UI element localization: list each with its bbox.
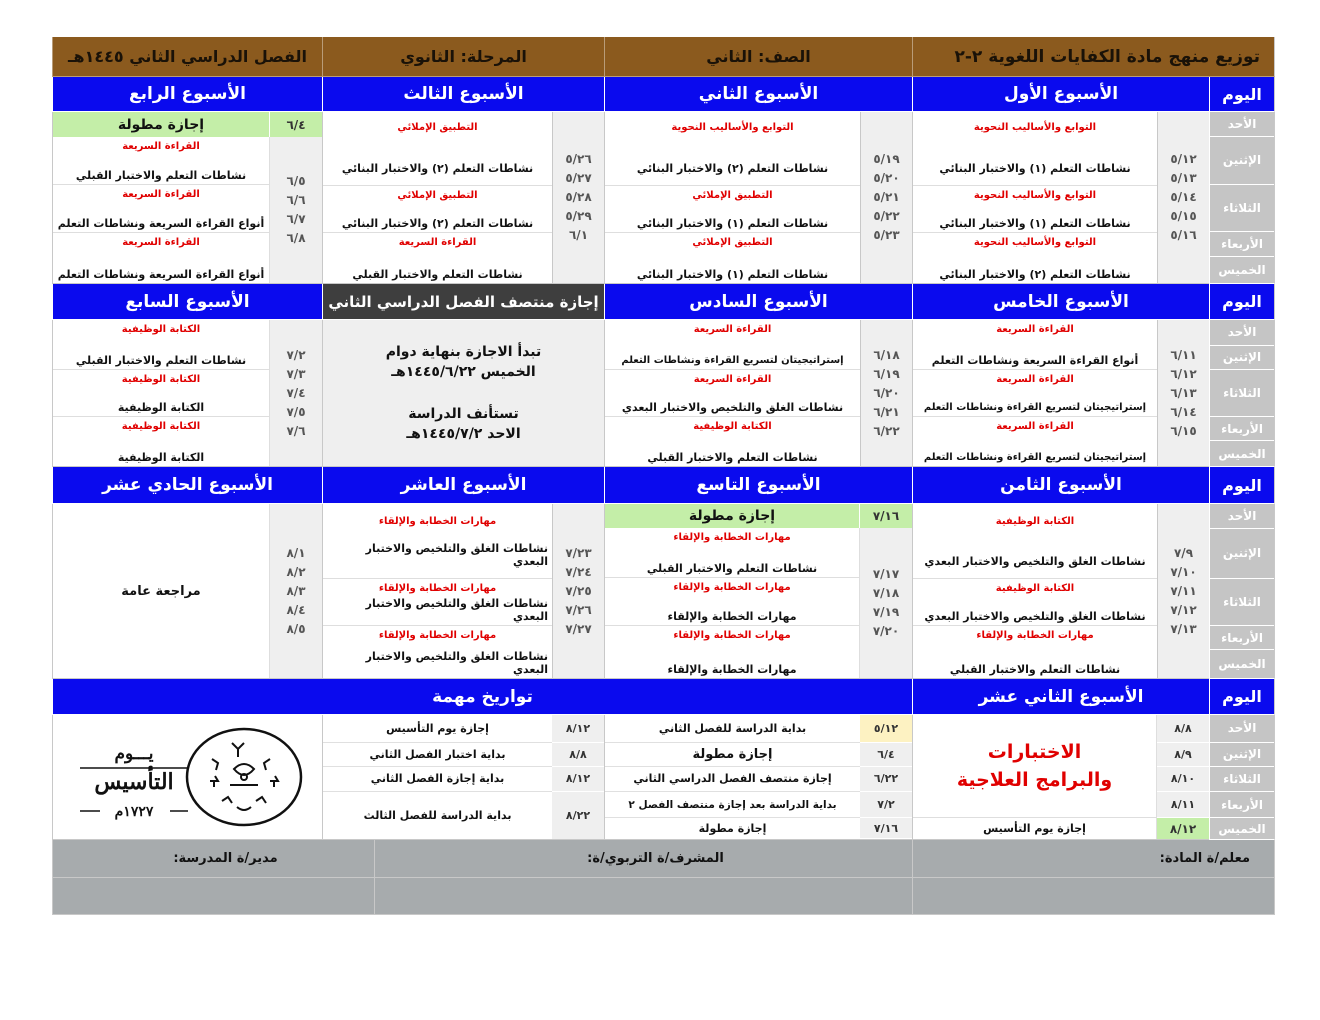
lesson-label: نشاطات الغلق والتلخيص والاختبار البعدي [924,610,1146,624]
important-date: ٨/٨ [552,743,604,767]
week6-dates [860,320,912,467]
lesson-label: نشاطات التعلم والاختبار القبلي [647,450,818,464]
date: ٧/٢٤ [565,564,592,579]
week11-block [52,504,322,679]
lesson-entry [323,504,552,579]
lesson-label: نشاطات التعلم (٢) والاختبار البنائي [341,217,534,231]
week12-content [913,715,1156,839]
week9-rows [605,528,912,678]
date: ٨/١١ [1157,792,1209,818]
lesson-label: نشاطات التعلم (١) والاختبار البنائي [939,217,1131,231]
lesson-entry [605,417,860,466]
date: ٧/١٢ [1170,602,1197,617]
date: ٧/١٣ [1170,621,1197,636]
unit-label: القراءة السريعة [693,324,772,335]
date: ٥/٢٣ [873,228,900,242]
week7-title: الأسبوع السابع [52,284,322,320]
date: ٧/٤ [286,385,306,400]
unit-label: التطبيق الإملائي [397,122,478,133]
week4-entries [53,137,269,283]
header-row [52,37,1275,77]
unit-label: الكتابة الوظيفية [121,373,201,385]
day-mon: الإثنين [1210,529,1274,579]
day-sun: الأحد [1210,715,1274,743]
lesson-label: نشاطات الغلق والتلخيص والاختبار البعدي [924,554,1146,568]
founding-day-logo [52,715,322,840]
signature-blank-row [52,878,1275,915]
lesson-label: أنواع القراءة السريعة ونشاطات التعلم [931,353,1139,367]
block1-body [52,112,1275,284]
week1-title: الأسبوع الأول [912,77,1209,112]
unit-label: التطبيق الإملائي [692,237,773,249]
block3-header [52,467,1275,504]
week10-dates [552,504,604,679]
week1-content [912,112,1157,284]
lesson-label: إستراتيجيتان لتسريع القراءة ونشاطات التعلم [621,354,844,366]
week9-entries [605,528,859,678]
date: ٧/٢٦ [565,602,592,617]
lesson-label: نشاطات التعلم (١) والاختبار البنائي [636,217,829,231]
logo-text: التأسيس [93,769,174,795]
important-date: ٥/١٢ [860,715,912,743]
date: ٦/٢٢ [873,423,900,438]
important-row [605,818,912,839]
date: ٥/١٤ [1170,190,1197,204]
lesson-label: نشاطات التعلم (١) والاختبار البنائي [636,268,829,281]
week6-title: الأسبوع السادس [604,284,912,320]
date: ٦/٢١ [873,404,900,419]
unit-label: مهارات الخطابة والإلقاء [673,582,791,593]
unit-label: القراءة السريعة [122,237,200,248]
important-date: ٨/١٢ [552,715,604,743]
lesson-label: نشاطات التعلم والاختبار القبلي [949,663,1121,676]
date: ٥/٢٦ [565,152,592,166]
curriculum-sheet [52,37,1275,915]
holiday-label: إجازة مطولة [605,504,859,528]
unit-label: التوابع والأساليب النحوية [973,237,1097,249]
week6-content [604,320,860,467]
day-mon: الإثنين [1210,137,1274,185]
week12-dates [1156,715,1209,839]
date: ٧/٣ [286,366,306,381]
block2-header [52,284,1275,320]
important-event: إجازة منتصف الفصل الدراسي الثاني [605,767,860,793]
lesson-label: إستراتيجيتان لتسريع القراءة ونشاطات التعلم [923,451,1147,463]
logo-text: يـــوم [114,744,153,764]
unit-label: القراءة السريعة [996,421,1074,433]
important-date: ٨/٢٢ [552,792,604,839]
lesson-label: مهارات الخطابة والإلقاء [667,663,797,676]
date: ٦/١٢ [1170,366,1197,381]
important-row [323,715,604,743]
principal-signature[interactable] [52,878,374,915]
lesson-label: نشاطات التعلم (٢) والاختبار البنائي [341,161,534,175]
general-review: مراجعة عامة [121,583,201,599]
unit-label: مهارات الخطابة والإلقاء [378,582,497,594]
date: ٦/١٣ [1170,385,1197,400]
week9-holiday-row [605,504,912,528]
lesson-entry [605,112,860,186]
resume-label: تستأنف الدراسة [408,406,519,422]
important-dates-title: تواريخ مهمة [52,679,912,715]
week8-dates [1157,504,1209,679]
date: ٥/٢٢ [873,209,900,223]
week11-dates [269,504,322,678]
important-row [605,715,912,743]
important-event: بداية اختبار الفصل الثاني [323,743,552,767]
lesson-entry [605,233,860,283]
week4-rows [53,137,322,283]
block4-header [52,679,1275,715]
unit-label: القراءة السريعة [122,189,200,200]
date: ٧/١٧ [872,567,900,581]
date: ٥/٢٩ [565,209,592,223]
important-event: بداية الدراسة للفصل الثالث [363,809,512,823]
lesson-entry [913,320,1157,370]
date: ٥/٢١ [873,190,900,204]
supervisor-signature[interactable] [374,878,912,915]
lesson-label: إستراتيجيتان لتسريع القراءة ونشاطات التعلم [923,402,1147,414]
date: ٥/١٢ [1170,152,1197,166]
date: ٦/٢٠ [873,385,900,400]
date: ٧/١٠ [1170,564,1197,579]
week9-title: الأسبوع التاسع [604,467,912,504]
date: ٧/٢٥ [565,583,592,598]
teacher-signature[interactable] [912,878,1275,915]
important-date: ٦/٢٢ [860,767,912,793]
lesson-label: نشاطات التعلم (٢) والاختبار البنائي [636,161,829,175]
unit-label: التطبيق الإملائي [397,189,478,201]
lesson-entry [323,112,552,186]
date: ٧/٢ [286,347,306,362]
date: ٥/١٥ [1170,209,1197,223]
day-tue: الثلاثاء [1210,185,1274,233]
important-event: إجازة مطولة [605,743,860,767]
important-date: ٨/١٢ [552,767,604,793]
week5-title: الأسبوع الخامس [912,284,1209,320]
date: ٦/٦ [286,193,306,207]
day-thu: الخميس [1218,657,1266,672]
holiday-label: إجازة مطولة [53,112,269,137]
week2-dates [860,112,912,284]
week12-title: الأسبوع الثاني عشر [912,679,1209,715]
midterm-break-title: إجازة منتصف الفصل الدراسي الثاني [322,284,604,320]
block1-header [52,77,1275,112]
date: ٥/٢٧ [565,171,592,185]
lesson-entry [605,578,859,626]
lesson-label: نشاطات التعلم والاختبار القبلي [75,169,247,182]
day-column [1209,504,1275,679]
week3-title: الأسبوع الثالث [322,77,604,112]
date: ٧/٦ [286,423,306,438]
day-column [1209,112,1275,284]
date: ٧/٥ [286,404,306,419]
lesson-entry [53,417,269,466]
lesson-label: نشاطات الغلق والتلخيص والاختبار البعدي [365,541,548,568]
day-thu: الخميس [1218,446,1266,461]
date: ٥/١٣ [1170,171,1197,185]
lesson-label: نشاطات الغلق والتلخيص والاختبار البعدي [365,650,548,676]
exams-line: الاختبارات [987,741,1082,764]
day-wed: الأربعاء [1210,792,1274,818]
day-tue: الثلاثاء [1210,767,1274,793]
grade-label: الصف: الثاني [604,37,912,77]
lesson-label: نشاطات التعلم والاختبار القبلي [75,353,247,367]
unit-label: الكتابة الوظيفية [995,516,1075,527]
date: ٦/١٤ [1170,404,1197,419]
date: ٥/٢٠ [873,171,900,185]
block2-body [52,320,1275,467]
date: ٧/٢٠ [872,624,900,638]
day-header: اليوم [1209,284,1275,320]
unit-label: مهارات الخطابة والإلقاء [378,516,497,527]
day-sun: الأحد [1210,112,1274,137]
important-dates-col1 [604,715,912,840]
day-wed: الأربعاء [1210,626,1274,650]
important-event: إجازة يوم التأسيس [323,715,552,743]
date: ٦/١٨ [873,347,900,362]
unit-label: التطبيق الإملائي [692,189,773,201]
lesson-entry [323,233,552,283]
holiday-date: ٨/١٢ [1157,818,1209,839]
week5-dates [1157,320,1209,467]
lesson-label: أنواع القراءة السريعة ونشاطات التعلم [57,217,265,230]
date: ٥/٢٨ [565,190,592,204]
lesson-entry [913,626,1157,678]
day-thu: الخميس [1218,263,1266,278]
logo-text: ١٧٢٧م [114,804,153,820]
week5-content [912,320,1157,467]
week9-dates [859,528,912,678]
day-header: اليوم [1209,77,1275,112]
date: ٨/٢ [286,564,306,579]
day-column [1209,715,1275,840]
unit-label: الكتابة الوظيفية [693,421,772,433]
break-start-date: الخميس ١٤٤٥/٦/٢٢هـ [391,364,536,380]
lesson-entry [913,504,1157,579]
date: ٦/١٥ [1170,423,1197,438]
lesson-entry [605,370,860,418]
lesson-entry [605,528,859,578]
lesson-entry [913,186,1157,234]
important-row [605,743,912,767]
supervisor-label: المشرف/ة التربوي/ة: [374,840,912,878]
semester-label: الفصل الدراسي الثاني ١٤٤٥هـ [52,37,322,77]
unit-label: مهارات الخطابة والإلقاء [378,630,497,642]
lesson-entry [913,370,1157,418]
date: ٦/١٩ [873,366,900,381]
week11-title: الأسبوع الحادي عشر [52,467,322,504]
unit-label: التوابع والأساليب النحوية [973,189,1097,201]
day-wed: الأربعاء [1210,232,1274,257]
week2-title: الأسبوع الثاني [604,77,912,112]
day-column [1209,320,1275,467]
lesson-label: نشاطات التعلم والاختبار القبلي [352,268,523,281]
week3-dates [552,112,604,284]
day-thu: الخميس [1218,821,1266,836]
unit-label: التوابع والأساليب النحوية [671,122,794,133]
important-date: ٦/٤ [860,743,912,767]
unit-label: القراءة السريعة [996,373,1074,385]
lesson-entry [605,626,859,678]
day-header: اليوم [1209,679,1275,715]
unit-label: القراءة السريعة [996,324,1074,335]
date: ٨/٣ [286,583,306,598]
date: ٧/٩ [1173,545,1194,560]
resume-date: الاحد ١٤٤٥/٧/٢هـ [406,426,521,442]
day-tue: الثلاثاء [1210,370,1274,418]
week12-block [912,715,1209,840]
exams-label [913,715,1156,817]
date: ٨/١٠ [1157,767,1209,793]
unit-label: القراءة السريعة [693,373,772,385]
week2-content [604,112,860,284]
lesson-entry [913,112,1157,186]
unit-label: الكتابة الوظيفية [121,421,201,433]
important-date: ٧/١٦ [860,818,912,839]
lesson-entry [53,233,269,283]
signature-row [52,840,1275,878]
founding-day-label: إجازة يوم التأسيس [913,817,1156,839]
important-date: ٧/٢ [860,792,912,818]
day-wed: الأربعاء [1210,417,1274,441]
week10-content [322,504,552,679]
important-event: بداية إجازة الفصل الثاني [323,767,552,793]
day-mon: الإثنين [1210,743,1274,767]
lesson-label: نشاطات التعلم (٢) والاختبار البنائي [939,268,1131,281]
lesson-entry [605,320,860,370]
lesson-label: مهارات الخطابة والإلقاء [667,610,797,623]
lesson-entry [323,186,552,234]
break-start-label: تبدأ الاجازة بنهاية دوام [385,344,542,360]
lesson-label: الكتابة الوظيفية [117,401,205,415]
block3-body [52,504,1275,679]
date: ٨/٨ [1157,715,1209,743]
day-sun: الأحد [1210,320,1274,346]
date: ٦/١ [568,228,589,242]
week7-block [52,320,322,467]
lesson-entry [323,626,552,678]
date: ٨/٥ [286,621,306,636]
lesson-label: نشاطات الغلق والتلخيص والاختبار البعدي [621,401,844,415]
week7-dates [269,320,322,466]
lesson-entry [323,579,552,627]
week1-dates [1157,112,1209,284]
lesson-entry [605,186,860,234]
date: ٨/١ [286,545,306,560]
date: ٦/١١ [1170,347,1197,362]
teacher-label: معلم/ة المادة: [912,840,1275,878]
lesson-label: أنواع القراءة السريعة ونشاطات التعلم [57,268,265,281]
important-row [323,767,604,793]
lesson-entry [53,137,269,185]
block4-body [52,715,1275,840]
unit-label: القراءة السريعة [122,141,200,152]
unit-label: التوابع والأساليب النحوية [973,122,1097,133]
week4-dates [269,137,322,283]
founding-emblem-icon [72,723,304,831]
important-row [323,792,604,839]
unit-label: مهارات الخطابة والإلقاء [673,532,791,543]
holiday-date: ٦/٤ [269,112,322,137]
important-event: بداية الدراسة للفصل الثاني [605,715,860,743]
day-tue: الثلاثاء [1210,579,1274,627]
week4-holiday-row [53,112,322,137]
unit-label: الكتابة الوظيفية [121,324,201,335]
day-mon: الإثنين [1210,346,1274,370]
week4-content [52,112,322,284]
lesson-entry [913,417,1157,466]
important-row [605,767,912,793]
week8-content [912,504,1157,679]
sheet-title: توزيع منهج مادة الكفايات اللغوية ٢-٢ [912,37,1275,77]
lesson-label: نشاطات الغلق والتلخيص والاختبار البعدي [365,597,548,624]
important-row [323,743,604,767]
lesson-label: نشاطات التعلم والاختبار القبلي [646,562,818,575]
holiday-date: ٧/١٦ [859,504,912,528]
important-event: إجازة مطولة [698,822,767,836]
important-dates-col2 [322,715,604,840]
date: ٧/٢٧ [565,621,592,636]
important-row [605,792,912,818]
week9-content [604,504,912,679]
midterm-break-info [322,320,604,467]
week10-title: الأسبوع العاشر [322,467,604,504]
week7-content [53,320,269,466]
unit-label: الكتابة الوظيفية [995,582,1075,594]
day-sun: الأحد [1210,504,1274,529]
date: ٧/١٨ [872,586,900,600]
week8-title: الأسبوع الثامن [912,467,1209,504]
lesson-label: نشاطات التعلم (١) والاختبار البنائي [939,161,1131,175]
date: ٥/١٩ [873,152,900,166]
lesson-entry [913,233,1157,283]
date: ٥/١٦ [1170,228,1197,242]
unit-label: القراءة السريعة [398,237,477,249]
date: ٦/٧ [286,212,306,226]
important-event: بداية الدراسة بعد إجازة منتصف الفصل ٢ [605,792,860,818]
unit-label: مهارات الخطابة والإلقاء [976,630,1094,642]
unit-label: مهارات الخطابة والإلقاء [673,630,791,641]
date: ٧/١٩ [872,605,900,619]
lesson-entry [913,579,1157,627]
date: ٧/١١ [1170,583,1197,598]
lesson-entry [53,320,269,370]
lesson-entry [53,185,269,233]
week3-content [322,112,552,284]
date: ٧/٢٣ [565,545,592,560]
lesson-entry [53,370,269,418]
remedial-line: والبرامج العلاجية [956,769,1113,792]
date: ٨/٤ [286,602,306,617]
principal-label: مدير/ة المدرسة: [52,840,374,878]
date: ٦/٨ [286,231,306,245]
date: ٨/٩ [1157,743,1209,767]
stage-label: المرحلة: الثانوي [322,37,604,77]
day-header: اليوم [1209,467,1275,504]
date: ٦/٥ [286,174,306,188]
lesson-label: الكتابة الوظيفية [117,450,205,464]
week4-title: الأسبوع الرابع [52,77,322,112]
